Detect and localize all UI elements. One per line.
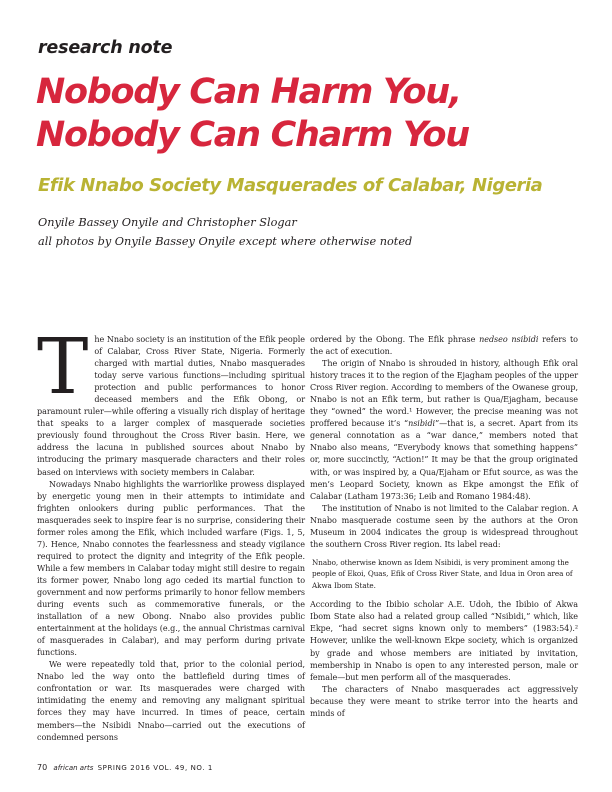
efik-term: nedseo nsibidi (479, 335, 539, 344)
photo-credit: all photos by Onyile Bassey Onyile except where otherwise noted (38, 235, 413, 248)
page-number: 70 (37, 763, 48, 772)
paragraph: Nowadays Nnabo highlights the warriorlike prowess displayed by energetic young men in their attempts to intimidate and frighten onlookers during public performances. That the masquerades seek to inspire fear is no surprise, considering their former roles among the Efik, which included warfare (Figs. 1, 5, 7). Hence, Nnabo connotes the fearlessness and steady vigilance required to protect the dignity and integrity of the Efik people. While a few members in Calabar today might still desire to regain its former power, Nnabo long ago ceded its martial function to government and now performs primarily to honor fellow members during events such as commemorative funerals, or the installation of a new Obong. Nnabo also provides public entertainment at the holidays (e.g., the annual Christmas carnival of masquerades in Calabar), and may perform during private functions. (37, 479, 305, 658)
magazine-name: african arts (53, 764, 94, 772)
paragraph: The Nnabo society is an institution of the Efik people of Calabar, Cross River State, Nigeria. Formerly charged with martial duties, Nnabo masquerades today serve various functions—including spiritual protection and public performances to honor deceased members and the Efik Obong, or paramount ruler—while offering a visually rich display of heritage that speaks to a larger complex of masquerade societies previously found throughout the Cross River basin. Here, we address the lacuna in published sources about Nnabo by introducing the primary masquerade characters and their roles based on interviews with society members in Calabar. (37, 323, 305, 477)
paragraph: The institution of Nnabo is not limited to the Calabar region. A Nnabo masquerade costume seen by the authors at the Oron Museum in 2004 indicates the group is widespread throughout the southern Cross River region. Its label read: (310, 503, 578, 549)
efik-term: nsibidi (408, 419, 436, 429)
issue-info: SPRING 2016 VOL. 49, NO. 1 (97, 764, 213, 772)
paragraph: ordered by the Obong. The Efik phrase nedseo nsibidi refers to the act of execution. (310, 335, 578, 357)
right-column (310, 334, 578, 720)
paragraph: The characters of Nnabo masquerades act aggressively because they were meant to strike terror into the hearts and minds of (310, 684, 578, 718)
article-subtitle: Efik Nnabo Society Masquerades of Calabar, Nigeria (38, 175, 543, 196)
drop-cap: T (37, 323, 89, 412)
article-title: Nobody Can Harm You, Nobody Can Charm You (36, 72, 469, 155)
paragraph: The origin of Nnabo is shrouded in history, although Efik oral history traces it to the region of the Ejagham peoples of the upper Cross River region. According to members of the Owanese group, Nnabo is not an Efik term, but rather is Qua/Ejagham, because they “owned” the word.¹ However, the precise meaning was not proffered because it’s “nsibidi”—that is, a secret. Apart from its general connotation as a “war dance,” members noted that Nnabo also means, “Everybody knows that something happens” or, more succinctly, “Action!” It may be that the group originated with, or was inspired by, a Qua/Ejaham or Efut source, as was the men’s Leopard Society, known as Ekpe amongst the Efik of Calabar (Latham 1973:36; Leib and Romano 1984:48). (310, 359, 579, 501)
paragraph: We were repeatedly told that, prior to the colonial period, Nnabo led the way onto the battlefield during times of confrontation or war. Its masquerades were charged with intimidating the enemy and removing any malignant spiritual forces they may have incurred. In times of peace, certain members—the Nsibidi Nnabo—carried out the executions of condemned persons (37, 660, 305, 742)
page-footer (37, 763, 213, 772)
left-column (37, 323, 305, 744)
section-kicker: research note (38, 38, 173, 58)
authors: Onyile Bassey Onyile and Christopher Slogar (38, 216, 297, 229)
paragraph: According to the Ibibio scholar A.E. Udoh, the Ibibio of Akwa Ibom State also had a related group called “Nsibidi,” which, like Ekpe, “had secret signs known only to members” (1983:54).² However, unlike the well-known Ekpe society, which is organized by grade and whose members are initiated by invitation, membership in Nnabo is open to any interested person, male or female—but men perform all of the masquerades. (310, 600, 578, 682)
block-quote: Nnabo, otherwise known as Idem Nsibidi, is very prominent among the people of Ekoi, Quas, Efik of Cross River State, and Idua in Oron area of Akwa Ibom State. (312, 557, 573, 590)
byline (38, 213, 412, 251)
